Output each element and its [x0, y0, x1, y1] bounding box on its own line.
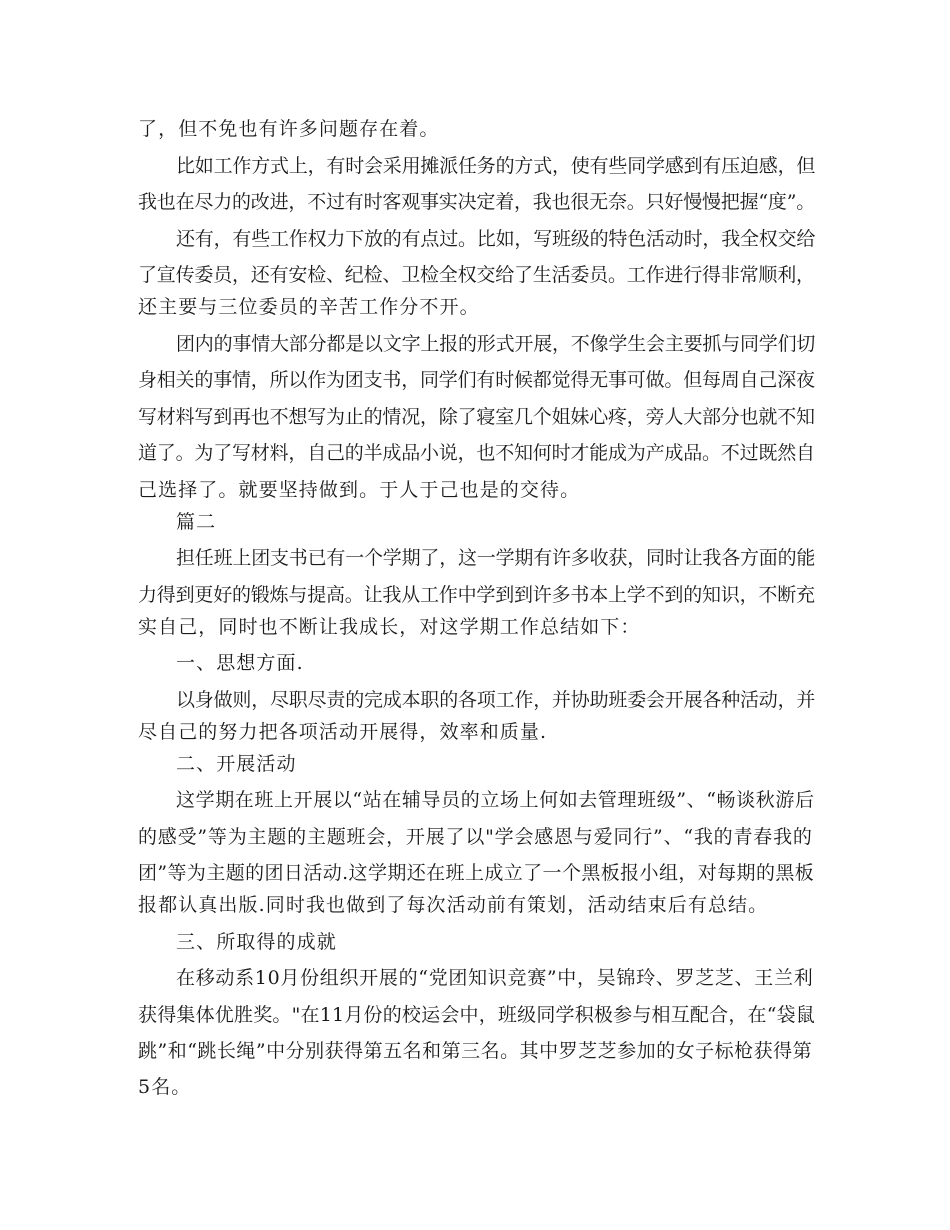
section-heading: 一、思想方面.	[176, 652, 304, 674]
text-line: 报都认真出版.同时我也做到了每次活动前有策划，活动结束后有总结。	[138, 894, 769, 916]
text-line: 写材料写到再也不想写为止的情况，除了寝室几个姐妹心疼，旁人大部分也就不知	[138, 406, 815, 428]
text-line: 获得集体优胜奖。"在11月份的校运会中，班级同学积极参与相互配合，在“袋鼠	[138, 1004, 816, 1026]
text-line: 了，但不免也有许多问题存在着。	[138, 118, 440, 140]
paragraph-start-line: 以身做则，尽职尽责的完成本职的各项工作，并协助班委会开展各种活动，并	[176, 689, 816, 711]
text-line: 跳”和“跳长绳”中分别获得第五名和第三名。其中罗芝芝参加的女子标枪获得第	[138, 1040, 813, 1062]
paragraph-start-line: 比如工作方式上，有时会采用摊派任务的方式，使有些同学感到有压迫感，但	[176, 155, 816, 177]
text-line: 5名。	[138, 1076, 192, 1098]
paragraph-start-line: 这学期在班上开展以“站在辅导员的立场上何如去管理班级”、“畅谈秋游后	[176, 789, 815, 811]
section-heading: 三、所取得的成就	[176, 931, 337, 953]
paragraph-start-line: 在移动系10月份组织开展的“党团知识竞赛”中，吴锦玲、罗芝芝、王兰利	[176, 967, 814, 989]
text-line: 尽自己的努力把各项活动开展得，效率和质量.	[138, 721, 548, 743]
text-line: 实自己，同时也不断让我成长，对这学期工作总结如下：	[138, 616, 641, 638]
paragraph-start-line: 担任班上团支书已有一个学期了，这一学期有许多收获，同时让我各方面的能	[176, 547, 816, 569]
text-line: 己选择了。就要坚持做到。于人于己也是的交待。	[138, 479, 581, 501]
section-heading: 篇二	[176, 511, 217, 533]
text-line: 团”等为主题的团日活动.这学期还在班上成立了一个黑板报小组，对每期的黑板	[138, 862, 815, 884]
section-heading: 二、开展活动	[176, 753, 297, 775]
text-line: 道了。为了写材料，自己的半成品小说，也不知何时才能成为产成品。不过既然自	[138, 442, 815, 464]
text-line: 还主要与三位委员的辛苦工作分不开。	[138, 296, 480, 318]
text-line: 了宣传委员，还有安检、纪检、卫检全权交给了生活委员。工作进行得非常顺利，	[138, 264, 815, 286]
text-line: 力得到更好的锻炼与提高。让我从工作中学到到许多书本上学不到的知识，不断充	[138, 584, 815, 606]
paragraph-start-line: 团内的事情大部分都是以文字上报的形式开展，不像学生会主要抓与同学们切	[176, 333, 816, 355]
text-line: 的感受”等为主题的主题班会，开展了以"学会感恩与爱同行”、“我的青春我的	[138, 826, 813, 848]
text-line: 我也在尽力的改进，不过有时客观事实决定着，我也很无奈。只好慢慢把握“度”。	[138, 191, 816, 213]
text-line: 身相关的事情，所以作为团支书，同学们有时候都觉得无事可做。但每周自己深夜	[138, 369, 815, 391]
paragraph-start-line: 还有，有些工作权力下放的有点过。比如，写班级的特色活动时，我全权交给	[176, 228, 816, 250]
